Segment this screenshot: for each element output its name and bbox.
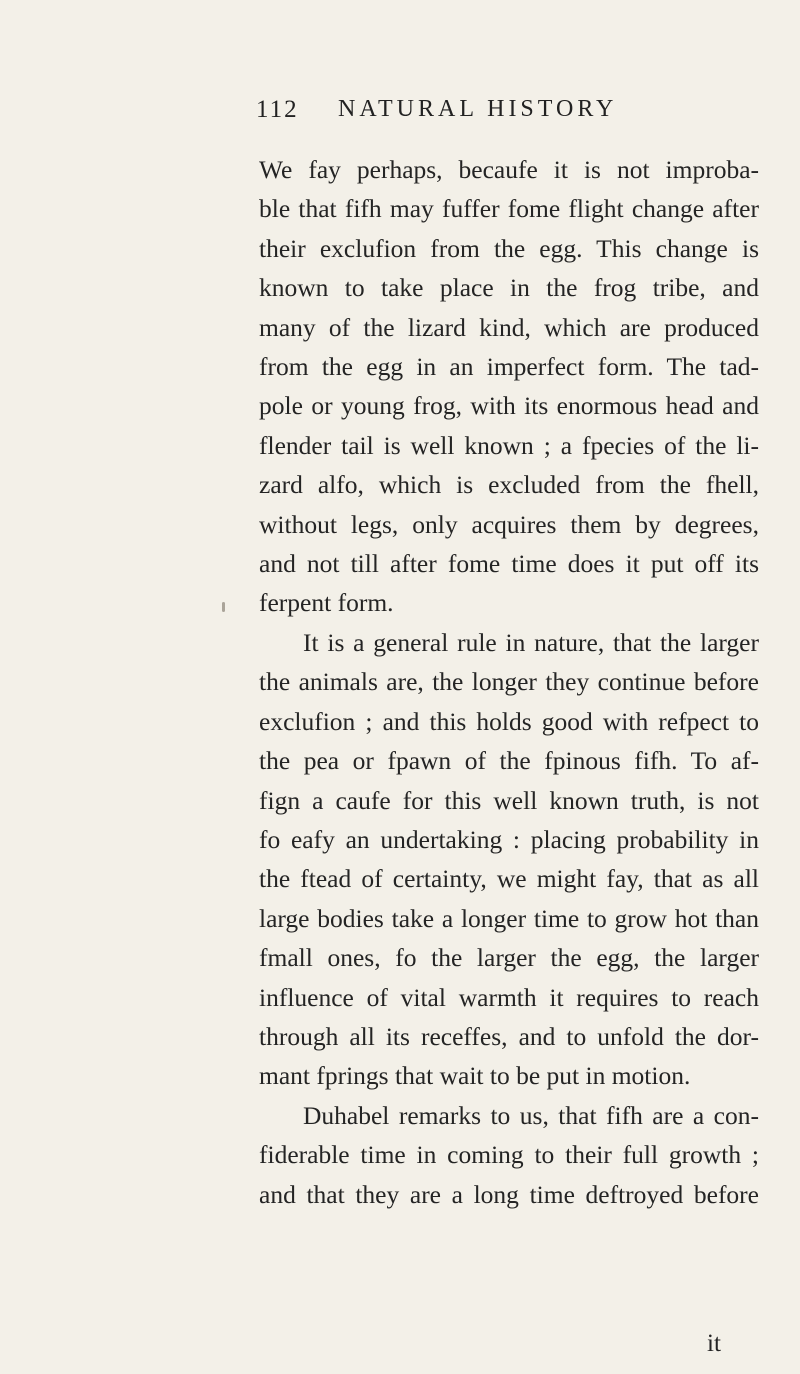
text-line: and that they are a long time deftroyed before [259,1179,759,1209]
paper-speck [222,602,225,612]
text-line: known to take place in the frog tribe, and [259,273,759,303]
text-line: Duhabel remarks to us, that fifh are a con- [303,1100,759,1130]
running-title: NATURAL HISTORY [338,96,618,122]
text-line: through all its receffes, and to unfold the dor- [259,1021,759,1051]
page-number: 112 [256,96,299,123]
body-text [259,150,759,1214]
text-line: exclufion ; and this holds good with refpect to [259,706,759,736]
text-line: large bodies take a longer time to grow hot than [259,903,759,933]
text-line: fiderable time in coming to their full growth ; [259,1140,759,1170]
text-line: fign a caufe for this well known truth, is not [259,785,759,815]
text-line: without legs, only acquires them by degrees, [259,509,759,539]
text-line: pole or young frog, with its enormous head and [259,391,759,421]
text-line: and not till after fome time does it put off its [259,549,759,579]
text-line: influence of vital warmth it requires to reach [259,982,759,1012]
text-line: fmall ones, fo the larger the egg, the larger [259,943,759,973]
text-line: ferpent form. [259,588,394,618]
catchword: it [707,1330,721,1357]
text-line: We fay perhaps, becaufe it is not improba- [259,155,759,184]
text-line: many of the lizard kind, which are produced [259,312,759,342]
text-line: the animals are, the longer they continue before [259,667,759,697]
text-line: the ftead of certainty, we might fay, that as all [259,864,759,894]
text-line: zard alfo, which is excluded from the fhell, [259,470,759,500]
text-line: mant fprings that wait to be put in motion. [259,1061,691,1091]
text-line: the pea or fpawn of the fpinous fifh. To af- [259,746,759,776]
text-line: It is a general rule in nature, that the larger [303,627,759,657]
text-line: fo eafy an undertaking : placing probability in [259,824,759,854]
running-head [256,96,676,132]
text-line: ble that fifh may fuffer fome flight change after [259,194,759,224]
text-line: from the egg in an imperfect form. The tad- [259,352,759,382]
text-line: their exclufion from the egg. This change is [259,233,759,263]
text-line: flender tail is well known ; a fpecies of the li- [259,430,759,460]
